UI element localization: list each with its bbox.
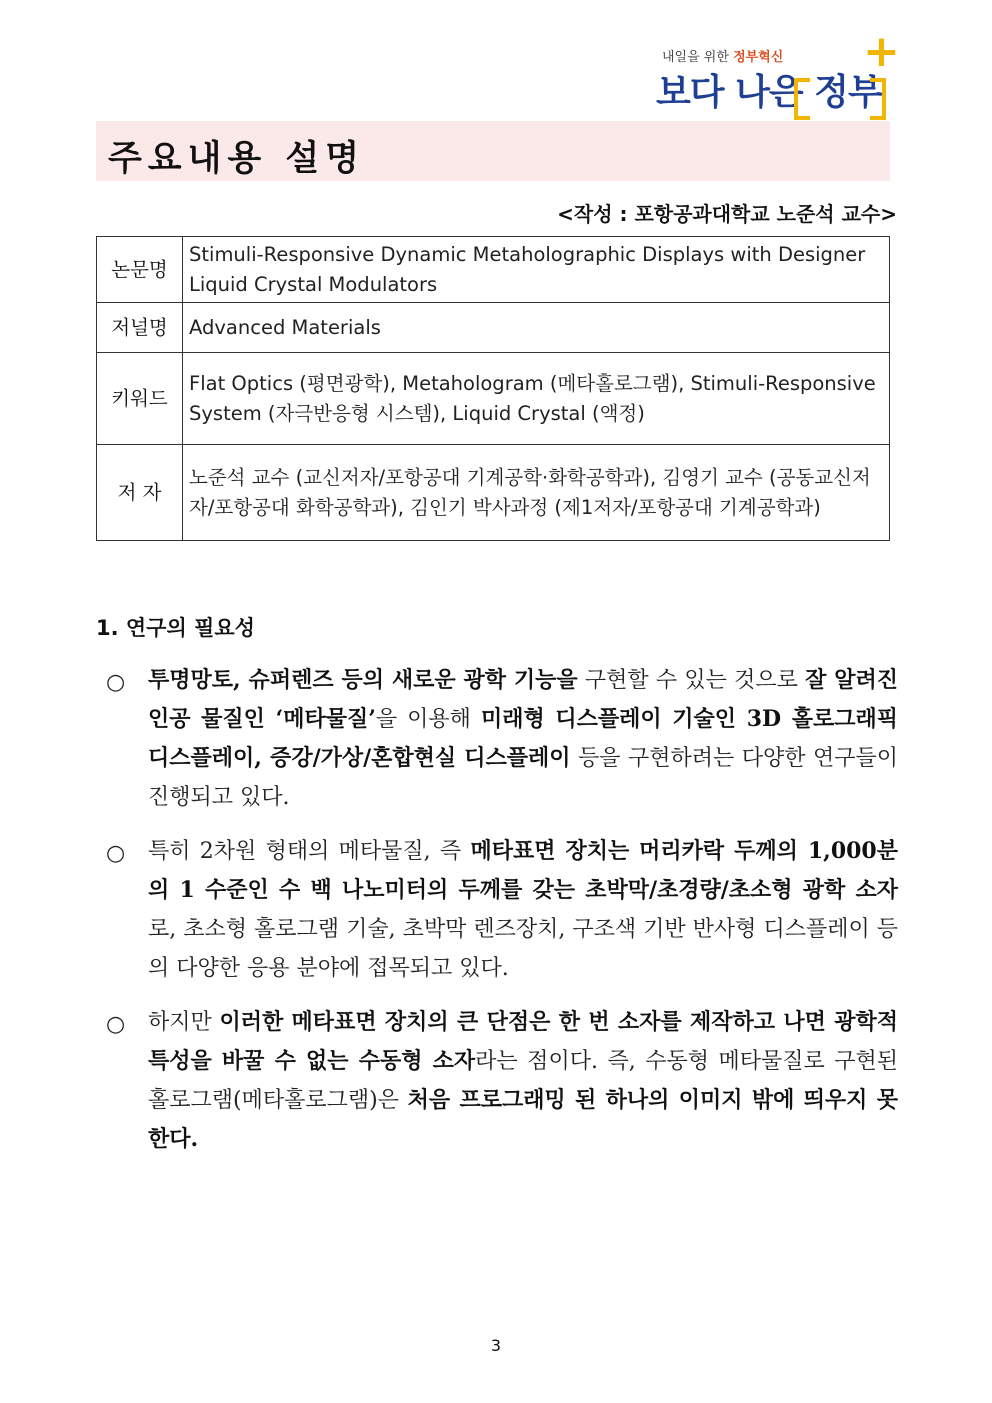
emphasis-text: 메타표면 장치는 머리카락 두께의 1,000분의 1 수준인 수 백 나노미터의 두께를 갖는 초박막/초경량/초소형 광학 소자 — [148, 838, 898, 903]
table-row — [97, 237, 890, 303]
body-text: 을 이용해 — [375, 707, 481, 732]
bullet-circle-icon: ○ — [106, 670, 126, 695]
logo-bracket-left — [794, 78, 810, 120]
row-label: 키워드 — [97, 353, 183, 445]
row-label: 논문명 — [97, 237, 183, 303]
row-label: 저널명 — [97, 303, 183, 353]
title-bar — [96, 121, 890, 181]
table-row — [97, 303, 890, 353]
government-innovation-logo — [656, 26, 906, 124]
table-row — [97, 353, 890, 445]
row-label: 저 자 — [97, 445, 183, 541]
emphasis-text: 투명망토, 슈퍼렌즈 등의 새로운 광학 기능을 — [148, 667, 578, 693]
paragraph-1 — [106, 661, 899, 817]
emphasis-text: 처음 프로그래밍 된 하나의 이미지 밖에 띄우지 못한다. — [148, 1087, 898, 1152]
paper-info-table — [96, 236, 890, 541]
row-value: 노준석 교수 (교신저자/포항공대 기계공학·화학공학과), 김영기 교수 (공동교신저자/포항공대 화학공학과), 김인기 박사과정 (제1저자/포항공대 기계공학과) — [183, 445, 890, 541]
bullet-circle-icon: ○ — [106, 1012, 126, 1037]
body-text: 라는 점이다. 즉, 수동형 메타물질로 구현된 홀로그램(메타홀로그램)은 — [148, 1049, 898, 1113]
body-text: 특히 2차원 형태의 메타물질, 즉 — [148, 839, 471, 864]
logo-bracket-right — [870, 78, 886, 120]
paragraph-3 — [106, 1003, 899, 1159]
logo-tagline-accent: 정부혁신 — [733, 50, 784, 65]
logo-plus-icon: + — [863, 26, 900, 77]
row-value: Advanced Materials — [183, 303, 890, 353]
row-value: Flat Optics (평면광학), Metahologram (메타홀로그램), Stimuli-Responsive System (자극반응형 시스템), Liquid Crystal (액정) — [183, 353, 890, 445]
author-note: <작성 : 포항공과대학교 노준석 교수> — [557, 202, 897, 226]
body-text: 하지만 — [148, 1010, 220, 1035]
bullet-circle-icon: ○ — [106, 841, 126, 866]
logo-main-text: 보다 나은 정부 — [656, 72, 882, 113]
body-text: 로, 초소형 홀로그램 기술, 초박막 렌즈장치, 구조색 기반 반사형 디스플레이 등의 다양한 응용 분야에 접목되고 있다. — [148, 917, 898, 981]
emphasis-text: 미래형 디스플레이 기술인 3D 홀로그래픽 디스플레이, 증강/가상/혼합현실 디스플레이 — [148, 706, 899, 771]
page-number: 3 — [490, 1336, 502, 1355]
paragraph-2 — [106, 832, 898, 988]
logo-tagline: 내일을 위한 정부혁신 — [662, 50, 784, 65]
section-heading: 1. 연구의 필요성 — [96, 616, 255, 640]
body-text: 구현할 수 있는 것으로 — [577, 668, 806, 693]
body-text: 등을 구현하려는 다양한 연구들이 진행되고 있다. — [148, 746, 898, 810]
row-value: Stimuli-Responsive Dynamic Metaholographic Displays with Designer Liquid Crystal Modulators — [183, 237, 890, 303]
table-row — [97, 445, 890, 541]
emphasis-text: 이러한 메타표면 장치의 큰 단점은 한 번 소자를 제작하고 나면 광학적 특성을 바꿀 수 없는 수동형 소자 — [148, 1009, 899, 1074]
emphasis-text: 잘 알려진 인공 물질인 ‘메타물질’ — [148, 667, 898, 732]
page-title: 주요내용 설명 — [108, 139, 366, 179]
